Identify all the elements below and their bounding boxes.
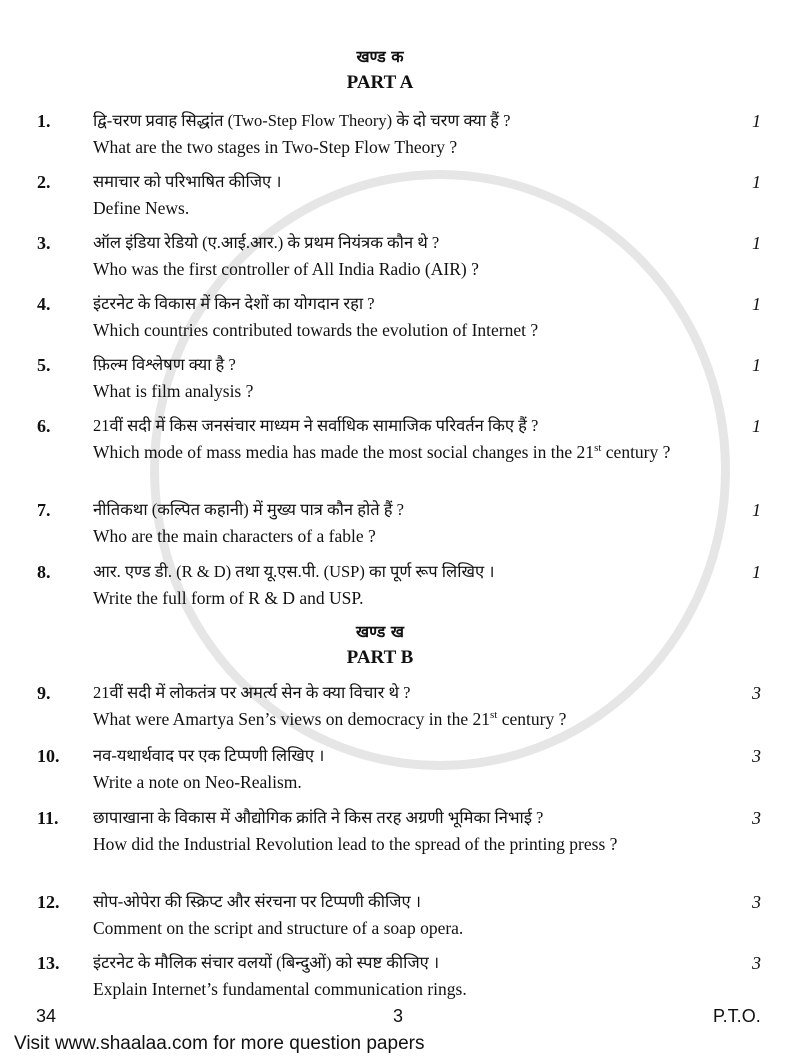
question-english-cont: century ? [497,709,567,729]
paper-code: 34 [36,1006,57,1026]
question-english: Write a note on Neo-Realism. [93,772,302,792]
question-number: 5. [37,355,51,375]
question-hindi: ऑल इंडिया रेडियो (ए.आई.आर.) के प्रथम नियंत्रक कौन थे ? [93,233,440,252]
question-marks: 1 [752,233,761,253]
question-hindi: 21वीं सदी में किस जनसंचार माध्यम ने सर्वाधिक सामाजिक परिवर्तन किए हैं ? [93,416,539,435]
pto-label: P.T.O. [713,1006,761,1026]
question-english-text [93,381,253,401]
question-english-block [93,769,719,796]
part-a-hindi-heading: खण्ड क [356,47,404,66]
question-english: Write the full form of R & D and USP. [93,588,364,608]
question-english-text [93,772,302,792]
question-english-text [93,442,670,462]
question-english-text [93,198,189,218]
question-english: Explain Internet’s fundamental communication rings. [93,979,467,999]
question-english-block [93,439,719,466]
question-hindi: सोप-ओपेरा की स्क्रिप्ट और संरचना पर टिप्पणी कीजिए । [93,892,422,911]
question-number: 12. [37,892,60,912]
question-english: Which mode of mass media has made the most social changes in the 21 [93,442,595,462]
part-b-heading: PART B [346,647,414,668]
question-hindi: आर. एण्ड डी. (R & D) तथा यू.एस.पी. (USP) का पूर्ण रूप लिखिए । [93,562,495,581]
question-number: 7. [37,500,51,520]
question-marks: 3 [752,808,761,828]
question-number: 2. [37,172,51,192]
question-english-text [93,979,467,999]
question-marks: 3 [752,746,761,766]
question-marks: 3 [752,683,761,703]
question-hindi: फ़िल्म विश्लेषण क्या है ? [93,355,236,374]
question-english-text [93,137,457,157]
question-english: Who are the main characters of a fable ? [93,526,376,546]
question-english-text [93,709,566,729]
question-hindi: 21वीं सदी में लोकतंत्र पर अमर्त्य सेन के क्या विचार थे ? [93,683,411,702]
question-hindi: नव-यथार्थवाद पर एक टिप्पणी लिखिए । [93,746,325,765]
question-english-block [93,915,719,942]
question-number: 10. [37,746,60,766]
question-marks: 1 [752,355,761,375]
question-english: What are the two stages in Two-Step Flow Theory ? [93,137,458,157]
question-english-block [93,134,719,161]
question-marks: 3 [752,892,761,912]
question-english-text [93,259,479,279]
question-number: 13. [37,953,60,973]
question-english: Who was the first controller of All India Radio (AIR) ? [93,259,479,279]
question-english-text [93,588,364,608]
question-marks: 1 [752,172,761,192]
question-number: 11. [37,808,59,828]
question-hindi: द्वि-चरण प्रवाह सिद्धांत (Two-Step Flow Theory) के दो चरण क्या हैं ? [93,111,511,130]
question-english-text [93,526,376,546]
question-number: 8. [37,562,51,582]
question-english-text [93,320,538,340]
question-hindi: इंटरनेट के विकास में किन देशों का योगदान रहा ? [93,294,375,313]
question-english-block [93,831,719,858]
question-marks: 3 [752,953,761,973]
question-english: What were Amartya Sen’s views on democracy in the 21 [93,709,491,729]
question-number: 1. [37,111,51,131]
question-english: Which countries contributed towards the evolution of Internet ? [93,320,539,340]
question-english-block [93,585,719,612]
question-english-block [93,523,719,550]
question-hindi: नीतिकथा (कल्पित कहानी) में मुख्य पात्र कौन होते हैं ? [93,500,404,519]
part-b-hindi-heading: खण्ड ख [356,622,404,641]
question-marks: 1 [752,500,761,520]
question-english-text [93,834,617,854]
question-number: 9. [37,683,51,703]
question-marks: 1 [752,111,761,131]
question-english-text [93,918,463,938]
question-english: What is film analysis ? [93,381,254,401]
question-number: 6. [37,416,51,436]
question-marks: 1 [752,416,761,436]
question-marks: 1 [752,562,761,582]
question-english-block [93,378,719,405]
page-number: 3 [393,1006,404,1026]
question-english: How did the Industrial Revolution lead to the spread of the printing press ? [93,834,618,854]
question-marks: 1 [752,294,761,314]
superscript: st [490,709,498,721]
question-english-block [93,706,719,733]
question-english-block [93,195,719,222]
question-number: 3. [37,233,51,253]
part-a-heading: PART A [346,72,414,93]
question-english-block [93,976,719,1003]
question-hindi: समाचार को परिभाषित कीजिए । [93,172,282,191]
question-hindi: छापाखाना के विकास में औद्योगिक क्रांति ने किस तरह अग्रणी भूमिका निभाई ? [93,808,544,827]
question-english: Define News. [93,198,190,218]
superscript: st [594,442,602,454]
question-hindi: इंटरनेट के मौलिक संचार वलयों (बिन्दुओं) को स्पष्ट कीजिए । [93,953,440,972]
question-number: 4. [37,294,51,314]
question-english-cont: century ? [601,442,671,462]
question-english-block [93,256,719,283]
question-english: Comment on the script and structure of a soap opera. [93,918,464,938]
question-english-block [93,317,719,344]
visit-link[interactable]: Visit www.shaalaa.com for more question papers [14,1033,425,1054]
